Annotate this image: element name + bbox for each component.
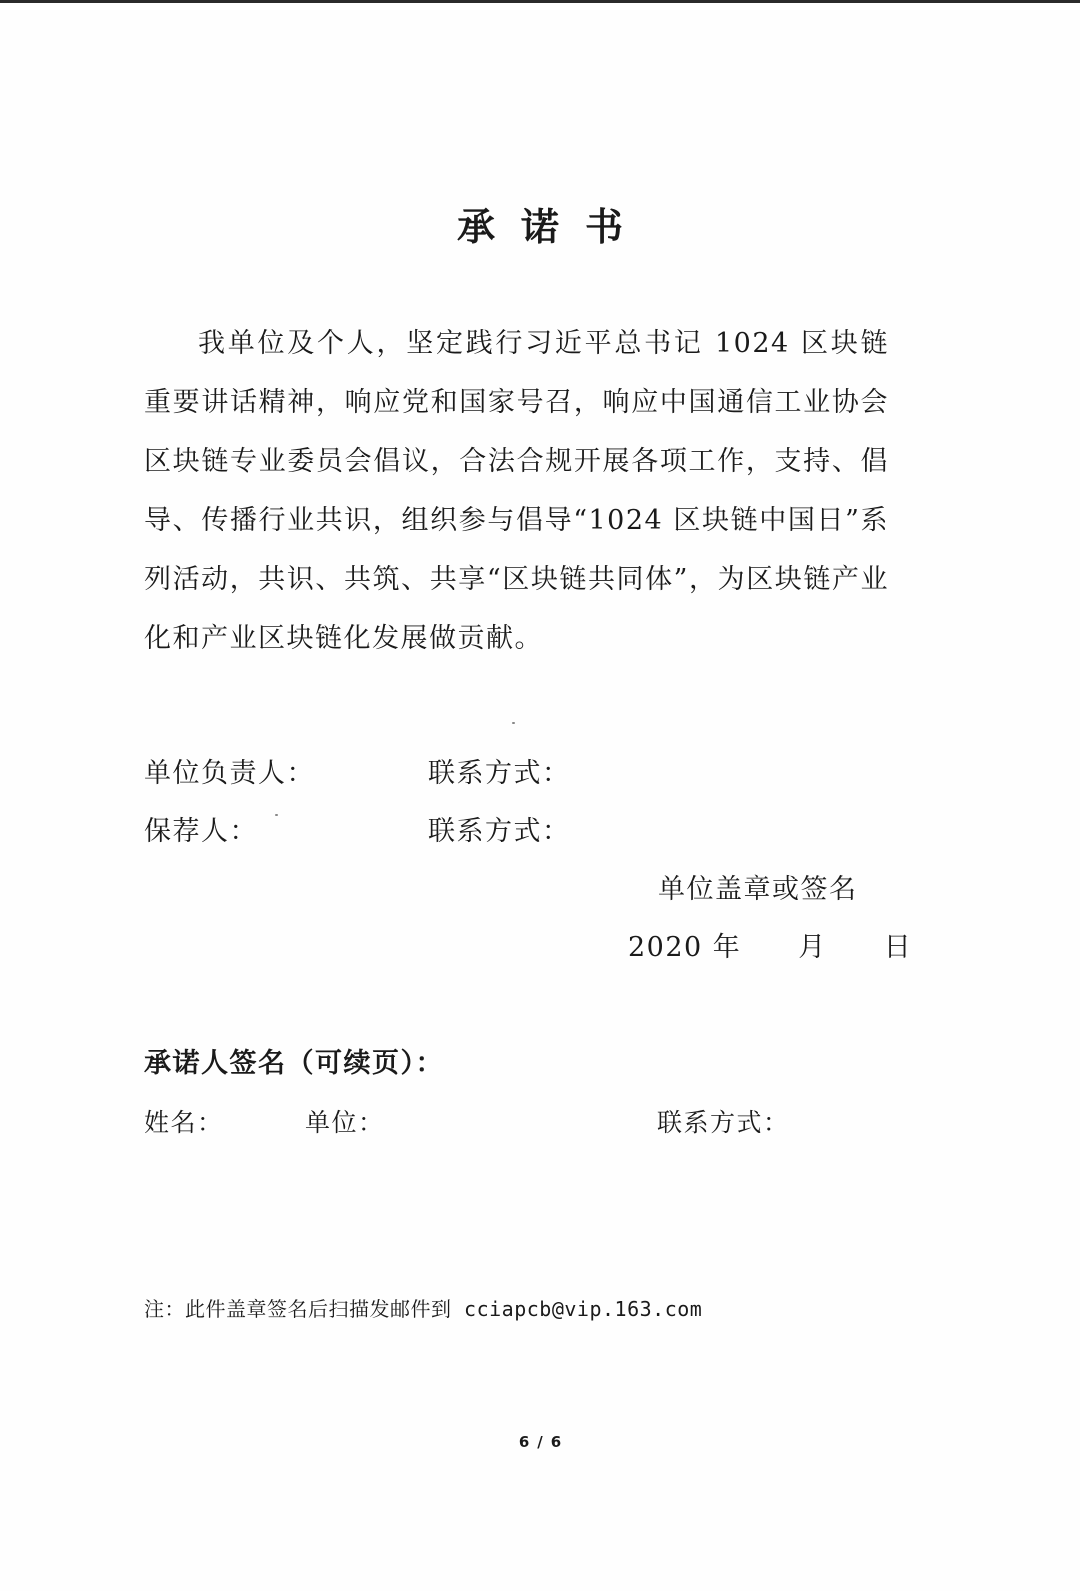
page-total: 6 [550, 1433, 562, 1451]
unit-head-label: 单位负责人： [144, 758, 315, 789]
scan-top-edge [0, 0, 1080, 3]
contact-label-unit-head: 联系方式： [428, 758, 571, 789]
page-separator: / [537, 1433, 543, 1451]
commitment-body: 我单位及个人，坚定践行习近平总书记 1024 区块链重要讲话精神，响应党和国家号召，响应中国通信工业协会区块链专业委员会倡议，合法合规开展各项工作，支持、倡导、传播行业共识，组织参与倡导“1024 区块链中国日”系列活动，共识、共筑、共享“区块链共同体”，为区块链产业化和产业区块链化发展做贡献。 [144, 328, 889, 654]
signature-date: 2020 年 月 日 [628, 932, 913, 963]
seal-or-signature-label: 单位盖章或签名 [658, 874, 858, 905]
submission-note: 注：此件盖章签名后扫描发邮件到 cciapcb@vip.163.com [144, 1297, 703, 1321]
scan-speck [275, 814, 278, 816]
page-number [0, 1433, 1080, 1451]
contact-label-recommender: 联系方式： [428, 816, 571, 847]
signer-unit-label: 单位： [305, 1108, 385, 1137]
page-current: 6 [518, 1433, 530, 1451]
document-title: 承诺书 [456, 204, 649, 249]
signers-heading: 承诺人签名（可续页）： [144, 1048, 444, 1079]
recommender-label: 保荐人： [144, 816, 258, 847]
scan-speck [512, 722, 515, 724]
signer-contact-label: 联系方式： [657, 1108, 790, 1137]
signer-name-label: 姓名： [144, 1108, 224, 1137]
